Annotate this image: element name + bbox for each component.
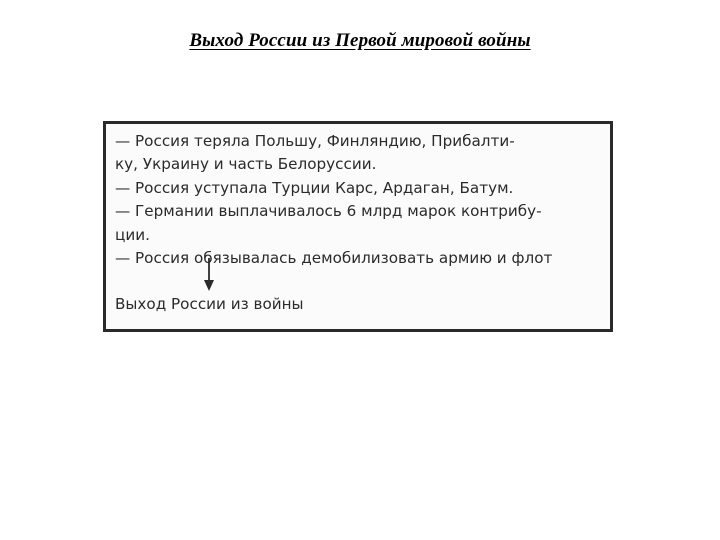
treaty-term-line: — Россия обязывалась демобилизовать армию и флот: [115, 248, 553, 267]
treaty-term-line: ции.: [115, 225, 150, 244]
page-title: Выход России из Первой мировой войны: [189, 30, 531, 51]
treaty-term-line: — Россия теряла Польшу, Финляндию, Прибалти-: [115, 132, 515, 150]
scanned-text-box: [103, 121, 613, 332]
down-arrow-icon: [202, 258, 216, 292]
conclusion-text: Выход России из войны: [115, 295, 304, 313]
treaty-term-line: ку, Украину и часть Белоруссии.: [115, 155, 377, 174]
treaty-term-line: — Россия уступала Турции Карс, Ардаган, Батум.: [115, 178, 514, 197]
treaty-term-line: — Германии выплачивалось 6 млрд марок контрибу-: [115, 202, 542, 221]
treaty-terms-list: [115, 130, 607, 270]
